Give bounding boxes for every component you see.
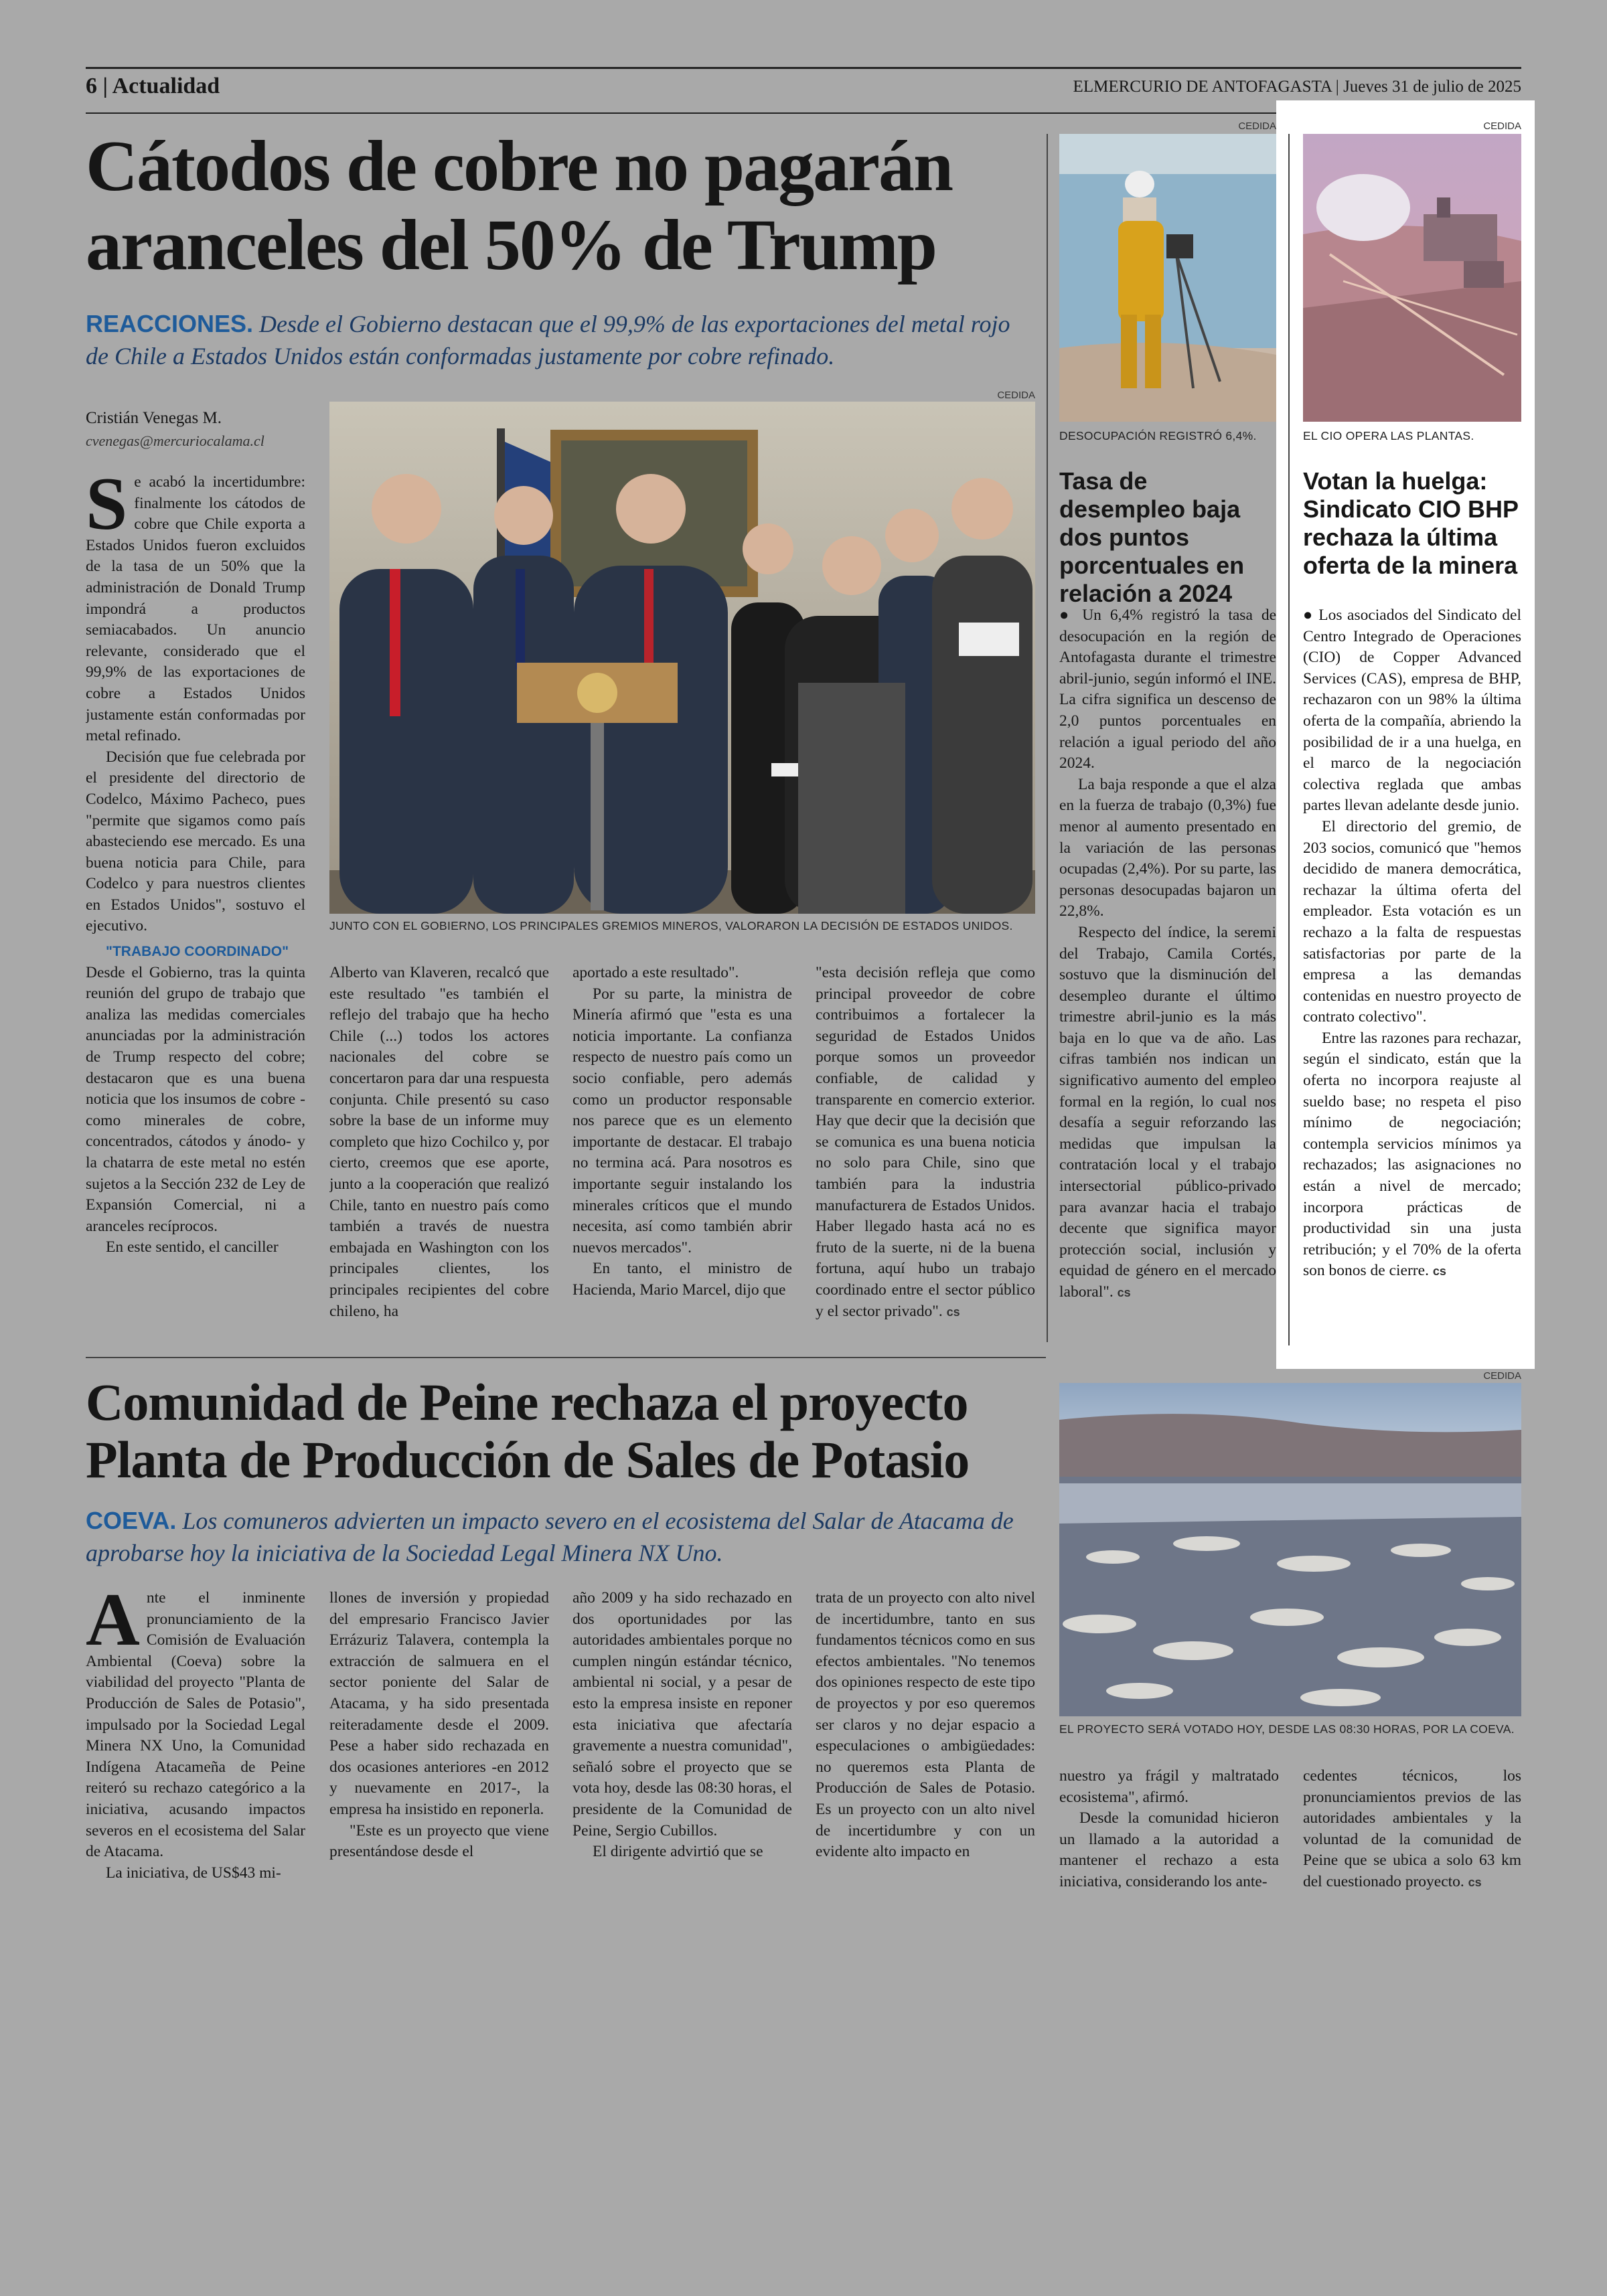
column-separator [1047,134,1048,1342]
peine-paragraph: La iniciativa, de US$43 mi- [106,1864,281,1882]
main-story-column-3 [572,963,792,1344]
main-story-paragraph: En este sentido, el canciller [106,1238,279,1256]
main-photo-caption: JUNTO CON EL GOBIERNO, LOS PRINCIPALES GREMIOS MINEROS, VALORARON LA DECISIÓN DE ESTADOS UNIDOS. [329,919,1013,932]
peine-column-4 [816,1588,1035,1909]
strike-text: Entre las razones para rechazar, según el sindicato, están que la oferta no incorpora reajuste al sueldo base; no respeta el piso mínimo de negociación; contempla servicios mínimos ya rechazados; las asignaciones no están a nivel de mercado; incorpora prácticas de productividad sin una justa retribución; y el 70% de la oferta son bonos de cierre. [1303,1029,1521,1280]
section-separator [86,1357,1046,1358]
end-mark-icon: cs [1468,1875,1482,1889]
strike-paragraph [1303,1028,1521,1283]
main-story-paragraph: En tanto, el ministro de Hacienda, Mario Marcel, dijo que [572,1260,792,1299]
unemployment-paragraph: La baja responde a que el alza en la fuerza de trabajo (0,3%) fue menor al aumento presentado en la variación de las personas ocupadas (2,4%). Por su parte, las personas desocupadas bajaron un 22,8%. [1059,775,1276,920]
unemployment-headline: Tasa de desempleo baja dos puntos porcentuales en relación a 2024 [1059,467,1245,607]
peine-text: cedentes técnicos, los pronunciamientos previos de las autoridades ambientales y la voluntad de la comunidad de Peine que se ubica a solo 63 km del cuestionado proyecto. [1303,1767,1521,1890]
peine-paragraph: año 2009 y ha sido rechazado en dos oportunidades por las autoridades ambientales porque no cumplen ningún estándar técnico, ambiental ni social, y a pesar de esto la empresa insiste en reponer esta iniciativa que afectaría gravemente a nuestra comunidad", señaló sobre el proyecto que se vota hoy, desde las 08:30 horas, el presidente de la Comunidad de Peine, Sergio Cubillos. [572,1589,792,1839]
peine-paragraph: llones de inversión y propiedad del empresario Francisco Javier Errázuriz Talavera, contempla la extracción de salmuera en el sector poniente del Salar de Atacama, y ha sido presentada reiteradamente desde el 2009. Pese a haber sido rechazada en dos ocasiones anteriores -en 2012 y nuevamente en 2017-, la empresa ha insistido en reponerla. [329,1589,549,1818]
section-name: Actualidad [112,74,220,98]
peine-deck [86,1505,1050,1569]
peine-photo [1059,1383,1521,1716]
main-photo-credit: CEDIDA [997,390,1035,401]
peine-paragraph: Desde la comunidad hicieron un llamado a la autoridad a mantener el rechazo a esta iniciativa, considerando los ante- [1059,1809,1279,1890]
bullet-icon: ● [1059,606,1074,624]
page-number: 6 [86,74,97,98]
peine-deck-text: Los comuneros advierten un impacto severo en el ecosistema del Salar de Atacama de aprobarse hoy la iniciativa de la Sociedad Legal Minera NX Uno. [86,1507,1014,1566]
salar-de-atacama-image [1059,1383,1521,1716]
column-separator [1288,134,1290,1345]
peine-column-3 [572,1588,792,1909]
strike-photo-credit: CEDIDA [1483,120,1521,132]
main-headline: Cátodos de cobre no pagarán aranceles del 50% de Trump [86,127,953,285]
unemployment-photo-credit: CEDIDA [1238,120,1276,132]
end-mark-icon: cs [1117,1286,1131,1299]
peine-paragraph: nuestro ya frágil y maltratado ecosistema", afirmó. [1059,1767,1279,1806]
bullet-icon: ● [1303,606,1314,624]
main-story-column-4 [816,963,1035,1344]
publication-date: Jueves 31 de julio de 2025 [1343,78,1521,96]
peine-column-1 [86,1588,305,1909]
unemployment-photo-caption: DESOCUPACIÓN REGISTRÓ 6,4%. [1059,429,1257,442]
surveyor-worker-image [1059,134,1276,422]
strike-photo-caption: EL CIO OPERA LAS PLANTAS. [1303,429,1474,442]
main-story-paragraph [816,963,1035,1323]
main-photo [329,402,1035,914]
main-story-paragraph: Alberto van Klaveren, recalcó que este resultado "es también el reflejo del trabajo que ha hecho Chile (...) todos los actores nacionales del cobre se concertaron para dar una respuesta conjunta. Chile presentó su caso sobre la base de un informe muy completo que hizo Cochilco y, por cierto, creemos que ese aporte, junto a la cooperación que realizó Chile, tanto en nuestro país como también a través de nuestra embajada en Washington con los principales clientes, los principales recipientes del cobre chileno, ha [329,964,549,1320]
main-kicker: REACCIONES. [86,310,254,337]
main-story-paragraph: Por su parte, la ministra de Minería afirmó que "esta es una noticia importante. La confianza respecto de nuestro país como un socio confiable, pero además como un productor responsable nos parece que es un elemento importante de destacar. El trabajo no termina acá. Para nosotros es importante seguir instalando los minerales críticos que el mundo necesita, así como también abrir nuevos mercados". [572,985,792,1256]
main-story-paragraph: Desde el Gobierno, tras la quinta reunión del grupo de trabajo que analiza las medidas comerciales anunciadas por la administración de Trump respecto del cobre; destacaron que es una buena noticia que los insumos de cobre -como minerales de cobre, concentrados, cátodos y ánodo- y la chatarra de este metal no estén sujetos a la Sección 232 de Ley de Expansión Comercial, ni a aranceles recíprocos. [86,963,305,1235]
strike-paragraph: El directorio del gremio, de 203 socios, comunicó que "hemos decidido de manera democrática, rechazar la última oferta del empleador. Esta votación es un rechazo a la falta de respuestas satisfactorias por parte de la empresa a las demandas contenidas en nuestro proyecto de contrato colectivo". [1303,817,1521,1026]
unemployment-body [1059,605,1276,1348]
peine-paragraph [86,1588,305,1863]
publication-name: ELMERCURIO DE ANTOFAGASTA [1073,78,1332,96]
main-subhead: "TRABAJO COORDINADO" [106,944,289,960]
author-name: Cristián Venegas M. [86,409,222,427]
unemployment-photo [1059,134,1276,422]
main-dropcap: S [86,472,128,546]
main-story-paragraph [86,472,305,747]
peine-paragraph: trata de un proyecto con alto nivel de incertidumbre, tanto en sus fundamentos técnicos como en sus efectos ambientales. "No tenemos dos opiniones respecto de este tipo de proyectos y por eso queremos ser claros y no dejar espacio a especulaciones o ambigüedades: no queremos esta Planta de Producción de Sales de Potasio. Es un proyecto con un alto nivel de incertidumbre y con un evidente alto impacto en [816,1589,1035,1861]
peine-column-2 [329,1588,549,1909]
main-story-column-2 [329,963,549,1344]
peine-paragraph [1303,1766,1521,1894]
mining-plant-aerial-image [1303,134,1521,422]
strike-text: Los asociados del Sindicato del Centro Integrado de Operaciones (CIO) de Copper Advanced Services (CAS), empresa de BHP, rechazaron con un 98% la última oferta de la compañía, abriendo la posibilidad de ir a una huelga, en el marco de la negociación colectiva reglada que ambas partes llevan adelante desde junio. [1303,606,1521,815]
end-mark-icon: cs [1432,1264,1446,1279]
unemployment-paragraph [1059,605,1276,774]
main-deck-text: Desde el Gobierno destacan que el 99,9% de las exportaciones del metal rojo de Chile a Estados Unidos están conformadas justamente por cobre refinado. [86,311,1010,370]
main-story-paragraph: Decisión que fue celebrada por el presidente del directorio de Codelco, Máximo Pacheco, pues "permite que sigamos como país abasteciendo ese mercado. Es una buena noticia para Chile, para Codelco y para nuestros clientes en Estados Unidos", sostuvo el ejecutivo. [86,748,305,935]
peine-kicker: COEVA. [86,1507,177,1534]
peine-paragraph: El dirigente advirtió que se [593,1843,763,1861]
main-story-paragraph: aportado a este resultado". [572,964,739,981]
peine-dropcap: A [86,1588,140,1661]
header-top-rule [86,67,1521,69]
section-label: 6 | Actualidad [86,74,220,98]
peine-text: nte el inminente pronunciamiento de la Comisión de Evaluación Ambiental (Coeva) sobre la viabilidad del proyecto "Planta de Producción de Sales de Potasio", impulsado por la Sociedad Legal Minera NX Uno, la Comunidad Indígena Atacameña de Peine reiteró su rechazo categórico a la iniciativa, acusando impactos severos en el ecosistema del Salar de Atacama. [86,1589,305,1861]
strike-body [1303,605,1521,1348]
strike-paragraph [1303,605,1521,817]
peine-photo-credit: CEDIDA [1483,1370,1521,1382]
unemployment-text: Un 6,4% registró la tasa de desocupación en la región de Antofagasta durante el trimestre abril-junio, según informó el INE. La cifra significa un descenso de 2,0 puntos porcentuales en relación a igual periodo del año 2024. [1059,606,1276,772]
officials-press-conference-image [329,402,1035,914]
strike-headline: Votan la huelga: Sindicato CIO BHP rechaza la última oferta de la minera [1303,467,1519,579]
strike-photo [1303,134,1521,422]
publication-dateline: ELMERCURIO DE ANTOFAGASTA | Jueves 31 de julio de 2025 [1073,78,1521,96]
unemployment-text: Respecto del índice, la seremi del Trabajo, Camila Cortés, sostuvo que la disminución del desempleo durante el último trimestre abril-junio es la más baja en lo que va de año. Las cifras también nos indican un significativo aumento del empleo formal en la región, lo cual nos desafía a seguir reforzando las medidas que impulsan la contratación local y el trabajo intersectorial público-privado para avanzar hacia el trabajo decente que significa mayor protección social, inclusión y equidad de género en el mercado laboral". [1059,923,1276,1301]
peine-column-5 [1059,1766,1279,1913]
author-email: cvenegas@mercuriocalama.cl [86,432,264,449]
peine-headline: Comunidad de Peine rechaza el proyecto Planta de Producción de Sales de Potasio [86,1373,970,1489]
peine-photo-caption: EL PROYECTO SERÁ VOTADO HOY, DESDE LAS 08:30 HORAS, POR LA COEVA. [1059,1722,1515,1736]
peine-paragraph: "Este es un proyecto que viene presentándose desde el [329,1821,549,1861]
main-story-text: e acabó la incertidumbre: finalmente los cátodos de cobre que Chile exporta a Estados Unidos fueron excluidos de la tasa de un 50% que la administración de Donald Trump impondrá a productos semiacabados. Un anuncio relevante, considerado que el 99,9% de las exportaciones de cobre a Estados Unidos justamente están conformadas por metal refinado. [86,473,305,745]
byline [86,407,264,453]
end-mark-icon: cs [946,1305,960,1319]
peine-column-6 [1303,1766,1521,1913]
main-story-text: "esta decisión refleja que como principal proveedor de cobre contribuimos a fortalecer la seguridad de Estados Unidos porque somos un proveedor confiable, de calidad y transparente en comercio exterior. Hay que decir que la decisión que se comunica es una buena noticia no solo para Chile, sino que también para la industria manufacturera de Estados Unidos. Haber llegado hasta acá no es fruto de la suerte, ni de la buena fortuna, aquí hubo un trabajo coordinado entre el sector público y el sector privado". [816,964,1035,1320]
main-story-column-1 [86,472,305,1342]
main-deck [86,308,1037,372]
unemployment-paragraph [1059,922,1276,1304]
